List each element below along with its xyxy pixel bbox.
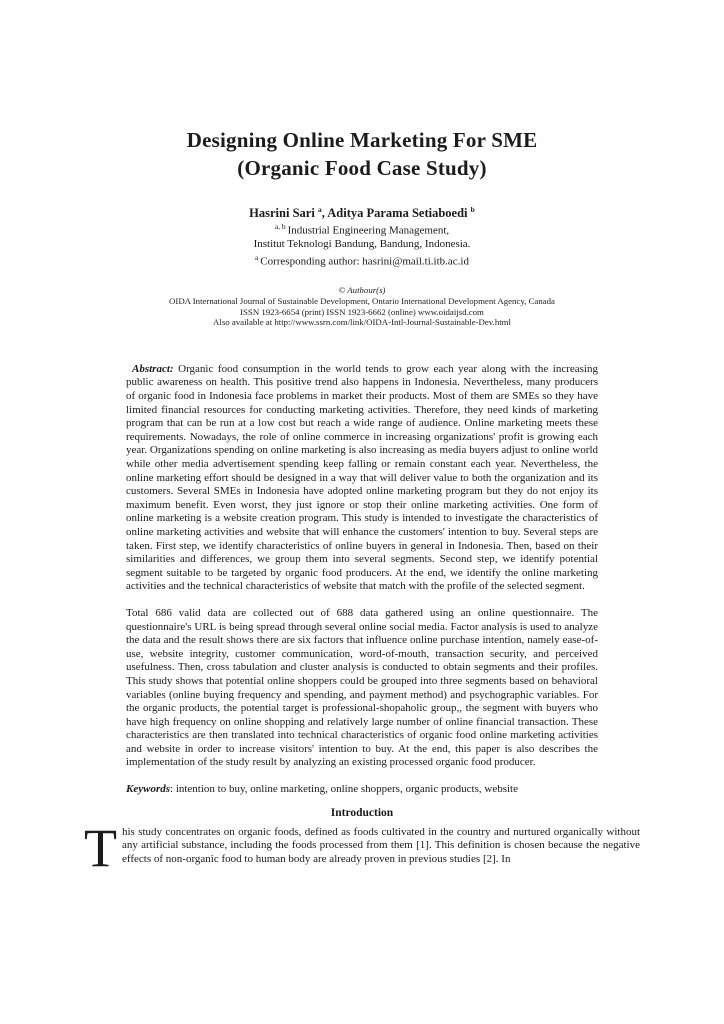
issn-line: ISSN 1923-6654 (print) ISSN 1923-6662 (online) www.oidaijsd.com <box>240 306 484 317</box>
keywords-label: Keywords <box>126 783 170 796</box>
drop-cap: T <box>84 817 117 878</box>
paper-title-line1: Designing Online Marketing For SME <box>186 128 538 152</box>
introduction-text: his study concentrates on organic foods, defined as foods cultivated in the country and nurtured organically without any artificial substance, including the foods processed from them [1]. This definition is chosen because the negative effects of non-organic food to human body are already proven in previous studies [2]. In <box>122 825 640 865</box>
abstract-label: Abstract: <box>132 362 174 375</box>
paper-title-line2: (Organic Food Case Study) <box>237 156 487 180</box>
affiliation-block <box>0 220 724 268</box>
keywords-text: intention to buy, online marketing, online shoppers, organic products, website <box>175 783 518 796</box>
authors-separator: , <box>321 206 328 221</box>
authors-line <box>0 203 724 220</box>
copyright-line: © Authour(s) <box>338 285 386 296</box>
publisher-block <box>0 285 724 327</box>
availability-line: Also available at http://www.ssrn.com/link/OIDA-Intl-Journal-Sustainable-Dev.html <box>213 317 511 328</box>
affiliation-institute: Institut Teknologi Bandung, Bandung, Indonesia. <box>253 237 471 250</box>
keywords-line <box>126 783 598 797</box>
abstract-paragraph-2: Total 686 valid data are collected out of 688 data gathered using an online questionnaire. The questionnaire's URL is being spread through several online social media. Factor analysis is used to analyze the data and the result shows there are six factors that influence online purchase intention, namely ease-of-use, website integrity, customer communication, word-of-mouth, transaction security, and perceived usefulness. Then, cross tabulation and cluster analysis is conducted to obtain segments and their profiles. This study shows that potential online shoppers could be grouped into three segments based on behavioral variables (online buying frequency and spending, and payment method) and psychographic variables. For the organic products, the potential target is professional-shopaholic group,, the segment with buyers who have high frequency on online shopping and relatively large number of online financial transaction. These characteristics are then translated into technical characteristics of organic food online marketing activities and website in order to increase visitors' intention to buy. At the end, this paper is also describes the implementation of the study result by analyzing an existing processed organic food producer. <box>126 606 598 769</box>
affiliation-department: $^{a, b}$ Industrial Engineering Management, <box>274 222 450 237</box>
introduction-heading: Introduction <box>330 806 394 819</box>
affiliation-marks: a, b <box>274 222 288 232</box>
author-1-affiliation-mark: a <box>317 205 322 214</box>
abstract-paragraph-1: Abstract: Organic food consumption in the world tends to grow each year along with the increasing public awareness on health. This positive trend also happens in Indonesia. Nevertheless, many producers of organic food in Indonesia face problems in market their products. Most of them are SMEs so they have limited financial resources for conducting marketing activities. Therefore, they need kinds of marketing program that can be run at a low cost but reach a wide range of audience. Online marketing meets these requirements. Nowadays, the role of online commerce in increasing organizations' profit is growing each year. Organizations spending on online marketing is also increasing as media buyers adjust to online world while other media advertisement spending keep falling or remain constant each year. Nevertheless, the online marketing effort should be designed in a way that will deliver value to both the organization and its customers. Several SMEs in Indonesia have adopted online marketing program but they do not enjoy its maximum benefit. Even worst, they just ignore or stop their online marketing activities. One form of online marketing is a website creation program. This study is intended to investigate the characteristics of online marketing activities and website that will enhance the customers' intention to buy. Several steps are taken. First step, we identify characteristics of online buyers in general in Indonesia. Then, based on their similarities and differences, we group them into several segments. Second step, we identify potential segment suitable to be targeted by organic food producers. At the end, we identify the online marketing activities and the technical characteristics of website that match with the profile of the selected segment. <box>126 362 598 593</box>
author-2: Aditya Parama Setiaboedi <box>327 206 471 221</box>
paper-title <box>0 0 724 182</box>
corresponding-author-mark: a <box>255 252 261 262</box>
journal-name-line: OIDA International Journal of Sustainable Development, Ontario International Development Agency, Canada <box>169 296 555 307</box>
abstract-section <box>126 363 598 770</box>
corresponding-author-line <box>0 251 724 269</box>
author-1: Hasrini Sari <box>249 206 318 221</box>
corresponding-author-email: Corresponding author: hasrini@mail.ti.itb.ac.id <box>260 255 469 268</box>
author-2-affiliation-mark: b <box>470 205 475 214</box>
introduction-paragraph <box>84 817 640 878</box>
keywords-separator: : <box>170 783 176 796</box>
